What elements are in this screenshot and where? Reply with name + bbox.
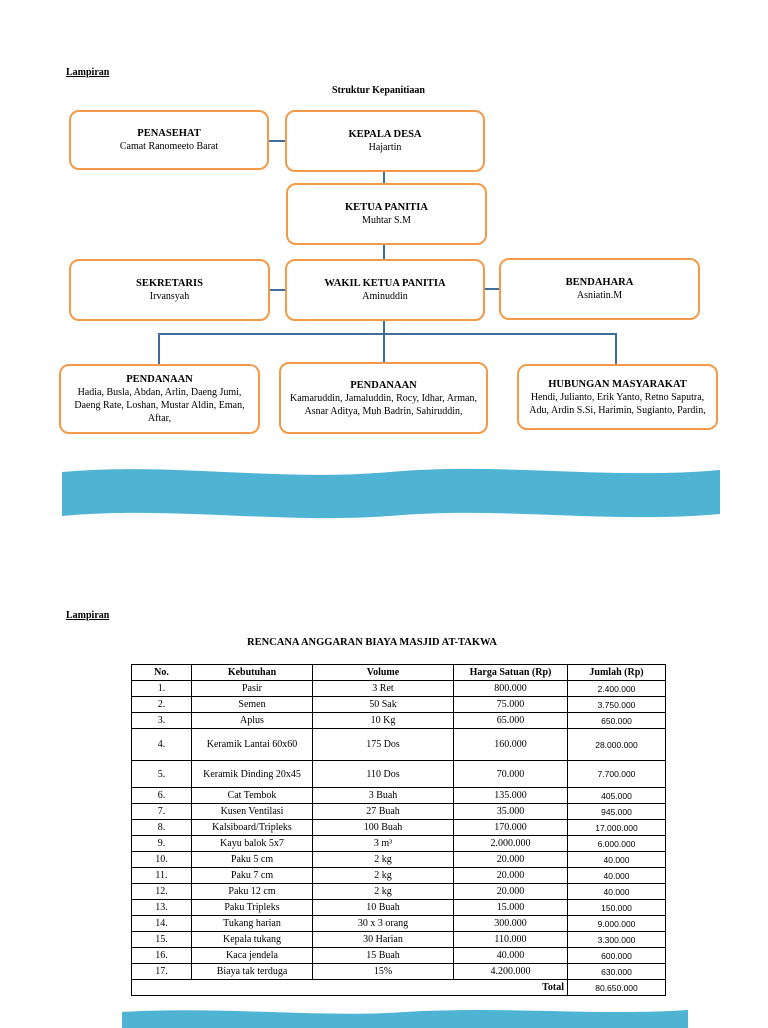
box-title: SEKRETARIS: [136, 278, 203, 289]
box-bendahara: [499, 258, 700, 320]
cell-jumlah: 630.000: [568, 964, 666, 980]
cell-kebutuhan: Kalsiboard/Tripleks: [192, 820, 313, 836]
lampiran-label-1: Lampiran: [66, 67, 110, 78]
header-harga: Harga Satuan (Rp): [454, 665, 568, 681]
cell-kebutuhan: Biaya tak terduga: [192, 964, 313, 980]
connector-wakil-bendahara: [484, 288, 500, 290]
cell-harga: 15.000: [454, 900, 568, 916]
box-names: Muhtar S.M: [362, 215, 411, 226]
table-row: [132, 697, 666, 713]
cell-jumlah: 3.750.000: [568, 697, 666, 713]
cell-no: 6.: [132, 788, 192, 804]
cell-jumlah: 650.000: [568, 713, 666, 729]
box-wakil-ketua: [285, 259, 485, 321]
table-row: [132, 761, 666, 788]
total-value: 80.650.000: [568, 980, 666, 996]
table-row: [132, 836, 666, 852]
cell-no: 17.: [132, 964, 192, 980]
box-title: PENDANAAN: [350, 379, 417, 391]
box-hubungan-masyarakat: [517, 364, 718, 430]
cell-no: 11.: [132, 868, 192, 884]
box-names: Hadia, Busla, Abdan, Arlin, Daeng Jumi, Daeng Rate, Loshan, Mustar Aldin, Eman, Aftar,: [74, 387, 245, 424]
cell-kebutuhan: Keramik Lantai 60x60: [192, 729, 313, 761]
table-row: [132, 884, 666, 900]
table-row: [132, 713, 666, 729]
cell-jumlah: 3.300.000: [568, 932, 666, 948]
box-title: BENDAHARA: [565, 277, 634, 288]
cell-no: 8.: [132, 820, 192, 836]
cell-no: 16.: [132, 948, 192, 964]
table-row: [132, 868, 666, 884]
cell-no: 10.: [132, 852, 192, 868]
cell-no: 1.: [132, 681, 192, 697]
cell-volume: 2 kg: [313, 884, 454, 900]
total-spacer: [132, 980, 454, 996]
table-row: [132, 852, 666, 868]
cell-harga: 160.000: [454, 729, 568, 761]
box-sekretaris: [69, 259, 270, 321]
cell-volume: 30 x 3 orang: [313, 916, 454, 932]
cell-no: 9.: [132, 836, 192, 852]
cell-harga: 800.000: [454, 681, 568, 697]
cell-harga: 20.000: [454, 884, 568, 900]
cell-kebutuhan: Paku 7 cm: [192, 868, 313, 884]
cell-jumlah: 40.000: [568, 868, 666, 884]
connector-down-middle: [383, 333, 385, 364]
box-pendanaan-2: [279, 362, 488, 434]
connector-wakil-down: [383, 320, 385, 334]
cell-kebutuhan: Paku 12 cm: [192, 884, 313, 900]
cell-kebutuhan: Kepala tukang: [192, 932, 313, 948]
cell-harga: 170.000: [454, 820, 568, 836]
connector-sekretaris-wakil: [269, 289, 286, 291]
cell-volume: 3 m³: [313, 836, 454, 852]
lampiran-label-2: Lampiran: [66, 610, 110, 621]
cell-harga: 65.000: [454, 713, 568, 729]
cell-kebutuhan: Paku 5 cm: [192, 852, 313, 868]
cell-jumlah: 945.000: [568, 804, 666, 820]
cell-kebutuhan: Kusen Ventilasi: [192, 804, 313, 820]
cell-kebutuhan: Keramik Dinding 20x45: [192, 761, 313, 788]
cell-harga: 4.200.000: [454, 964, 568, 980]
cell-volume: 27 Buah: [313, 804, 454, 820]
cell-harga: 300.000: [454, 916, 568, 932]
cell-no: 2.: [132, 697, 192, 713]
header-jumlah: Jumlah (Rp): [568, 665, 666, 681]
box-names: Kamaruddin, Jamaluddin, Rocy, Idhar, Arman, Asnar Aditya, Muh Badrin, Sahiruddin,: [290, 392, 477, 417]
box-title: KEPALA DESA: [348, 129, 422, 140]
cell-volume: 3 Ret: [313, 681, 454, 697]
box-ketua-panitia: [286, 183, 487, 245]
table-row: [132, 964, 666, 980]
cell-harga: 75.000: [454, 697, 568, 713]
table-row: [132, 729, 666, 761]
budget-title: RENCANA ANGGARAN BIAYA MASJID AT-TAKWA: [247, 637, 497, 648]
cell-volume: 110 Dos: [313, 761, 454, 788]
table-row: [132, 948, 666, 964]
box-names: Asniatin.M: [576, 290, 623, 301]
box-title: PENDANAAN: [126, 374, 193, 385]
cell-no: 3.: [132, 713, 192, 729]
table-header-row: [132, 665, 666, 681]
cell-kebutuhan: Semen: [192, 697, 313, 713]
table-row: [132, 916, 666, 932]
box-penasehat: [69, 110, 269, 170]
cell-volume: 10 Kg: [313, 713, 454, 729]
connector-down-left: [158, 333, 160, 364]
connector-penasehat-kepala: [268, 140, 286, 142]
cell-harga: 135.000: [454, 788, 568, 804]
cell-harga: 40.000: [454, 948, 568, 964]
table-row: [132, 681, 666, 697]
cell-jumlah: 7.700.000: [568, 761, 666, 788]
box-names: Hendi, Julianto, Erik Yanto, Retno Saputra, Adu, Ardin S.Si, Harimin, Sugianto, Pardin,: [529, 391, 706, 416]
org-chart-title: Struktur Kepanitiaan: [332, 85, 425, 96]
cell-jumlah: 28.000.000: [568, 729, 666, 761]
cell-volume: 2 kg: [313, 868, 454, 884]
cell-volume: 50 Sak: [313, 697, 454, 713]
table-row: [132, 788, 666, 804]
cell-kebutuhan: Paku Tripleks: [192, 900, 313, 916]
box-names: Irvansyah: [149, 291, 190, 302]
cell-harga: 35.000: [454, 804, 568, 820]
cell-jumlah: 150.000: [568, 900, 666, 916]
cell-volume: 15 Buah: [313, 948, 454, 964]
wave-banner-bottom: [120, 1004, 690, 1028]
cell-jumlah: 6.000.000: [568, 836, 666, 852]
budget-table: [131, 664, 666, 996]
table-row: [132, 804, 666, 820]
cell-kebutuhan: Kayu balok 5x7: [192, 836, 313, 852]
wave-banner-top: [60, 462, 722, 524]
cell-volume: 2 kg: [313, 852, 454, 868]
cell-jumlah: 405.000: [568, 788, 666, 804]
cell-jumlah: 9.000.000: [568, 916, 666, 932]
cell-no: 13.: [132, 900, 192, 916]
box-title: KETUA PANITIA: [345, 202, 428, 213]
connector-down-right: [615, 333, 617, 364]
cell-jumlah: 40.000: [568, 884, 666, 900]
connector-ketua-wakil: [383, 244, 385, 260]
cell-kebutuhan: Pasir: [192, 681, 313, 697]
connector-horizontal-bar: [158, 333, 617, 335]
cell-no: 12.: [132, 884, 192, 900]
cell-kebutuhan: Tukang harian: [192, 916, 313, 932]
cell-volume: 175 Dos: [313, 729, 454, 761]
cell-harga: 70.000: [454, 761, 568, 788]
cell-no: 14.: [132, 916, 192, 932]
cell-harga: 110.000: [454, 932, 568, 948]
header-kebutuhan: Kebutuhan: [192, 665, 313, 681]
cell-kebutuhan: Cat Tembok: [192, 788, 313, 804]
cell-jumlah: 40.000: [568, 852, 666, 868]
cell-harga: 20.000: [454, 852, 568, 868]
cell-jumlah: 17.000.000: [568, 820, 666, 836]
box-names: Aminuddin: [362, 291, 408, 302]
table-row: [132, 932, 666, 948]
box-names: Hajartin: [368, 142, 402, 153]
header-volume: Volume: [313, 665, 454, 681]
cell-volume: 30 Harian: [313, 932, 454, 948]
cell-kebutuhan: Aplus: [192, 713, 313, 729]
cell-harga: 2.000.000: [454, 836, 568, 852]
cell-volume: 100 Buah: [313, 820, 454, 836]
cell-jumlah: 600.000: [568, 948, 666, 964]
total-row: [132, 980, 666, 996]
table-row: [132, 900, 666, 916]
box-pendanaan-1: [59, 364, 260, 434]
table-row: [132, 820, 666, 836]
header-no: No.: [132, 665, 192, 681]
cell-no: 5.: [132, 761, 192, 788]
box-names: Camat Ranomeeto Barat: [119, 141, 219, 152]
total-label: Total: [454, 980, 568, 996]
cell-volume: 15%: [313, 964, 454, 980]
box-title: WAKIL KETUA PANITIA: [324, 278, 446, 289]
cell-jumlah: 2.400.000: [568, 681, 666, 697]
box-title: HUBUNGAN MASYARAKAT: [548, 378, 687, 390]
cell-harga: 20.000: [454, 868, 568, 884]
cell-no: 7.: [132, 804, 192, 820]
cell-no: 15.: [132, 932, 192, 948]
connector-kepala-ketua: [383, 170, 385, 184]
cell-volume: 3 Buah: [313, 788, 454, 804]
box-kepala-desa: [285, 110, 485, 172]
cell-volume: 10 Buah: [313, 900, 454, 916]
cell-kebutuhan: Kaca jendela: [192, 948, 313, 964]
cell-no: 4.: [132, 729, 192, 761]
box-title: PENASEHAT: [137, 128, 201, 139]
